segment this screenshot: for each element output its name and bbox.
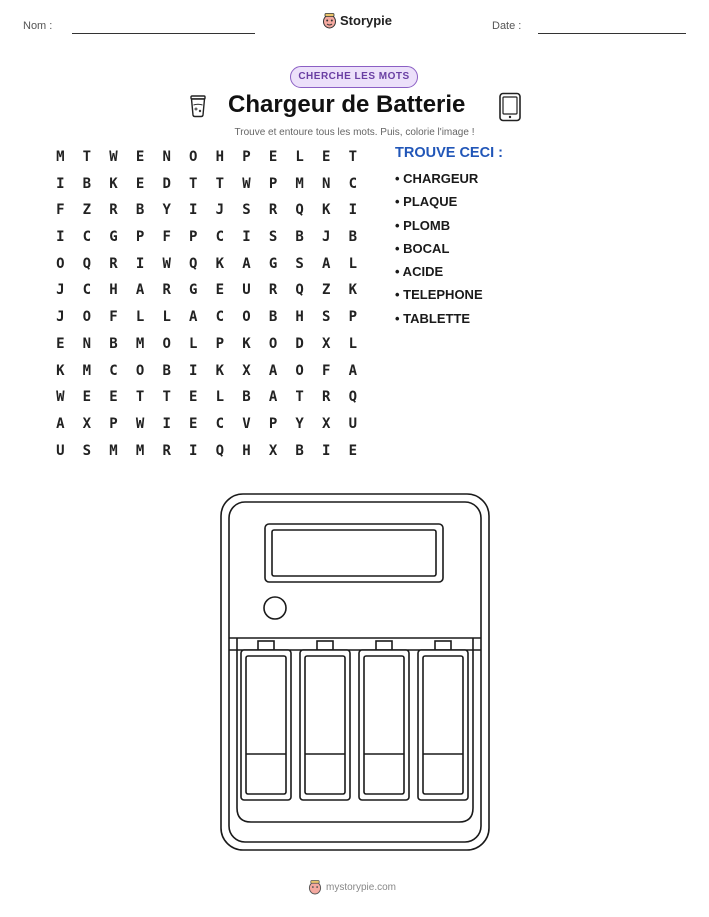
grid-letter[interactable]: P [215, 335, 225, 352]
grid-letter[interactable]: W [162, 255, 171, 272]
grid-letter[interactable]: X [322, 415, 331, 432]
grid-letter[interactable]: F [162, 229, 171, 246]
grid-letter[interactable]: A [268, 389, 278, 406]
grid-letter[interactable]: O [162, 335, 171, 352]
grid-letter[interactable]: B [135, 202, 145, 219]
grid-letter[interactable]: W [56, 389, 65, 406]
grid-letter[interactable]: C [215, 415, 225, 432]
grid-letter[interactable]: T [135, 389, 145, 406]
grid-letter[interactable]: O [242, 309, 251, 326]
grid-letter[interactable]: L [215, 389, 225, 406]
footer-url[interactable]: mystorypie.com [326, 881, 397, 893]
grid-letter[interactable]: E [322, 149, 331, 165]
grid-row [47, 363, 366, 390]
activity-badge: CHERCHE LES MOTS [290, 66, 418, 88]
grid-letter[interactable]: S [295, 255, 304, 272]
word-list-title: TROUVE CECI : [395, 145, 503, 161]
grid-letter[interactable]: T [162, 389, 171, 406]
grid-letter[interactable]: N [162, 149, 171, 165]
grid-letter[interactable]: Q [82, 255, 92, 272]
word-item: • PLAQUE [395, 194, 458, 210]
grid-letter[interactable]: U [348, 415, 358, 432]
grid-row [47, 176, 366, 203]
word-item: • BOCAL [395, 240, 450, 256]
grid-row [47, 416, 366, 443]
grid-letter[interactable]: K [56, 362, 65, 379]
grid-letter[interactable]: Q [295, 202, 304, 219]
grid-letter[interactable]: J [215, 202, 225, 219]
grid-letter[interactable]: R [322, 389, 331, 406]
grid-letter[interactable]: E [348, 442, 358, 459]
grid-letter[interactable]: K [215, 362, 225, 379]
brand-logo [322, 12, 392, 29]
grid-letter[interactable]: C [215, 229, 225, 246]
grid-letter[interactable]: S [242, 202, 251, 219]
grid-letter[interactable]: B [109, 335, 118, 352]
grid-letter[interactable]: E [56, 335, 65, 352]
grid-letter[interactable]: P [268, 415, 278, 432]
grid-letter[interactable]: K [348, 282, 358, 299]
grid-letter[interactable]: Z [322, 282, 331, 299]
grid-letter[interactable]: R [109, 255, 118, 272]
grid-letter[interactable]: A [135, 282, 145, 299]
grid-letter[interactable]: K [242, 335, 251, 352]
grid-letter[interactable]: I [242, 229, 251, 246]
battery-slot [241, 641, 291, 800]
grid-letter[interactable]: Q [215, 442, 225, 459]
instructions: Trouve et entoure tous les mots. Puis, colorie l'image ! [234, 127, 475, 138]
grid-letter[interactable]: I [322, 442, 331, 459]
grid-letter[interactable]: M [109, 442, 118, 459]
grid-letter[interactable]: R [162, 442, 171, 459]
grid-letter[interactable]: P [242, 149, 251, 165]
grid-letter[interactable]: C [82, 229, 92, 246]
grid-letter[interactable]: T [215, 175, 225, 192]
grid-letter[interactable]: Z [82, 202, 92, 219]
grid-letter[interactable]: B [242, 389, 251, 406]
grid-letter[interactable]: O [135, 362, 145, 379]
grid-letter[interactable]: R [268, 282, 278, 299]
grid-letter[interactable]: G [268, 255, 278, 272]
grid-letter[interactable]: U [56, 442, 65, 459]
grid-letter[interactable]: C [215, 309, 225, 326]
grid-letter[interactable]: I [189, 442, 198, 459]
grid-letter[interactable]: M [135, 442, 145, 459]
grid-letter[interactable]: M [135, 335, 145, 352]
grid-letter[interactable]: L [135, 309, 145, 326]
storypie-mascot-icon [322, 12, 337, 29]
word-list [395, 171, 483, 334]
grid-letter[interactable]: D [162, 175, 171, 192]
word-item: • CHARGEUR [395, 171, 479, 186]
grid-letter[interactable]: B [82, 175, 92, 192]
grid-letter[interactable]: R [162, 282, 171, 299]
grid-letter[interactable]: I [162, 415, 171, 432]
grid-letter[interactable]: R [109, 202, 118, 219]
grid-letter[interactable]: B [348, 229, 358, 246]
grid-letter[interactable]: S [322, 309, 331, 326]
grid-letter[interactable]: X [268, 442, 278, 459]
grid-row [47, 389, 366, 416]
grid-letter[interactable]: L [162, 309, 171, 326]
grid-letter[interactable]: S [268, 229, 278, 246]
grid-letter[interactable]: W [109, 149, 118, 165]
grid-letter[interactable]: R [268, 202, 278, 219]
grid-letter[interactable]: J [322, 229, 331, 246]
grid-letter[interactable]: O [268, 335, 278, 352]
grid-row [47, 202, 366, 229]
grid-letter[interactable]: C [82, 282, 92, 299]
grid-letter[interactable]: O [189, 149, 198, 165]
grid-letter[interactable]: E [109, 389, 118, 406]
grid-letter[interactable]: M [82, 362, 92, 379]
grid-letter[interactable]: F [56, 202, 65, 219]
grid-letter[interactable]: A [189, 309, 198, 326]
battery-charger-illustration [215, 490, 495, 855]
grid-letter[interactable]: N [82, 335, 92, 352]
grid-row [47, 256, 366, 283]
word-item: • TABLETTE [395, 310, 471, 326]
grid-letter[interactable]: A [348, 362, 358, 379]
name-field-line[interactable] [72, 33, 255, 34]
grid-letter[interactable]: I [189, 202, 198, 219]
grid-letter[interactable]: A [242, 255, 251, 272]
grid-letter[interactable]: H [109, 282, 118, 299]
grid-letter[interactable]: E [135, 149, 145, 165]
grid-row [47, 443, 366, 470]
grid-letter[interactable]: X [82, 415, 92, 432]
battery-slot [418, 641, 468, 800]
grid-letter[interactable]: Y [162, 202, 171, 219]
grid-letter[interactable]: C [109, 362, 118, 379]
grid-letter[interactable]: E [268, 149, 278, 165]
battery-slot [359, 641, 409, 800]
grid-letter[interactable]: E [82, 389, 92, 406]
grid-letter[interactable]: A [268, 362, 278, 379]
brand-name: Storypie [340, 13, 393, 28]
grid-letter[interactable]: Q [189, 255, 198, 272]
grid-letter[interactable]: P [109, 415, 118, 432]
grid-letter[interactable]: O [295, 362, 304, 379]
grid-letter[interactable]: B [162, 362, 171, 379]
grid-letter[interactable]: J [56, 309, 65, 326]
grid-letter[interactable]: P [348, 309, 358, 326]
grid-letter[interactable]: L [348, 335, 358, 352]
grid-letter[interactable]: P [189, 229, 198, 246]
date-label: Date : [492, 20, 522, 32]
grid-letter[interactable]: B [295, 229, 304, 246]
grid-letter[interactable]: A [322, 255, 331, 272]
grid-letter[interactable]: G [109, 229, 118, 246]
grid-letter[interactable]: I [56, 229, 65, 246]
grid-letter[interactable]: Q [295, 282, 304, 299]
grid-letter[interactable]: K [322, 202, 331, 219]
page-title: Chargeur de Batterie [228, 91, 466, 118]
grid-letter[interactable]: M [295, 175, 304, 192]
grid-letter[interactable]: E [189, 415, 198, 432]
grid-letter[interactable]: B [295, 442, 304, 459]
grid-letter[interactable]: H [242, 442, 251, 459]
tablet-icon [498, 92, 522, 122]
grid-letter[interactable]: G [189, 282, 198, 299]
grid-letter[interactable]: T [189, 175, 198, 192]
grid-letter[interactable]: L [189, 335, 198, 352]
grid-row [47, 149, 366, 176]
grid-letter[interactable]: Q [348, 389, 358, 406]
grid-letter[interactable]: D [295, 335, 304, 352]
battery-slot [300, 641, 350, 800]
grid-letter[interactable]: M [56, 149, 65, 165]
word-item: • TELEPHONE [395, 287, 483, 303]
grid-letter[interactable]: N [322, 175, 331, 192]
grid-letter[interactable]: F [109, 309, 118, 326]
grid-letter[interactable]: K [215, 255, 225, 272]
grid-row [47, 336, 366, 363]
word-item: • ACIDE [395, 264, 444, 280]
grid-letter[interactable]: W [135, 415, 145, 432]
storypie-mascot-icon [308, 879, 322, 895]
grid-letter[interactable]: L [348, 255, 358, 272]
grid-letter[interactable]: P [135, 229, 145, 246]
grid-letter[interactable]: Y [295, 415, 304, 432]
grid-letter[interactable]: X [242, 362, 251, 379]
grid-letter[interactable]: K [109, 175, 118, 192]
footer [308, 879, 396, 895]
grid-letter[interactable]: T [295, 389, 304, 406]
grid-letter[interactable]: W [242, 175, 251, 192]
grid-row [47, 282, 366, 309]
grid-letter[interactable]: C [348, 175, 358, 192]
grid-letter[interactable]: T [82, 149, 92, 165]
name-label: Nom : [23, 20, 53, 32]
grid-letter[interactable]: A [56, 415, 65, 432]
grid-letter[interactable]: E [215, 282, 225, 299]
grid-letter[interactable]: H [295, 309, 304, 326]
grid-letter[interactable]: E [189, 389, 198, 406]
grid-letter[interactable]: O [82, 309, 92, 326]
grid-letter[interactable]: F [322, 362, 331, 379]
grid-letter[interactable]: T [348, 149, 358, 165]
glass-jar-icon [188, 94, 208, 118]
word-item: • PLOMB [395, 217, 451, 233]
grid-letter[interactable]: J [56, 282, 65, 299]
word-search-grid [47, 149, 366, 469]
grid-letter[interactable]: V [242, 415, 251, 432]
grid-letter[interactable]: E [135, 175, 145, 192]
grid-letter[interactable]: I [189, 362, 198, 379]
grid-row [47, 229, 366, 256]
grid-letter[interactable]: P [268, 175, 278, 192]
grid-letter[interactable]: U [242, 282, 251, 299]
grid-letter[interactable]: B [268, 309, 278, 326]
grid-letter[interactable]: I [135, 255, 145, 272]
grid-row [47, 309, 366, 336]
grid-letter[interactable]: O [56, 255, 65, 272]
grid-letter[interactable]: H [215, 149, 225, 165]
date-field-line[interactable] [538, 33, 686, 34]
grid-letter[interactable]: I [56, 175, 65, 192]
grid-letter[interactable]: I [348, 202, 358, 219]
grid-letter[interactable]: S [82, 442, 92, 459]
grid-letter[interactable]: L [295, 149, 304, 165]
grid-letter[interactable]: X [322, 335, 331, 352]
